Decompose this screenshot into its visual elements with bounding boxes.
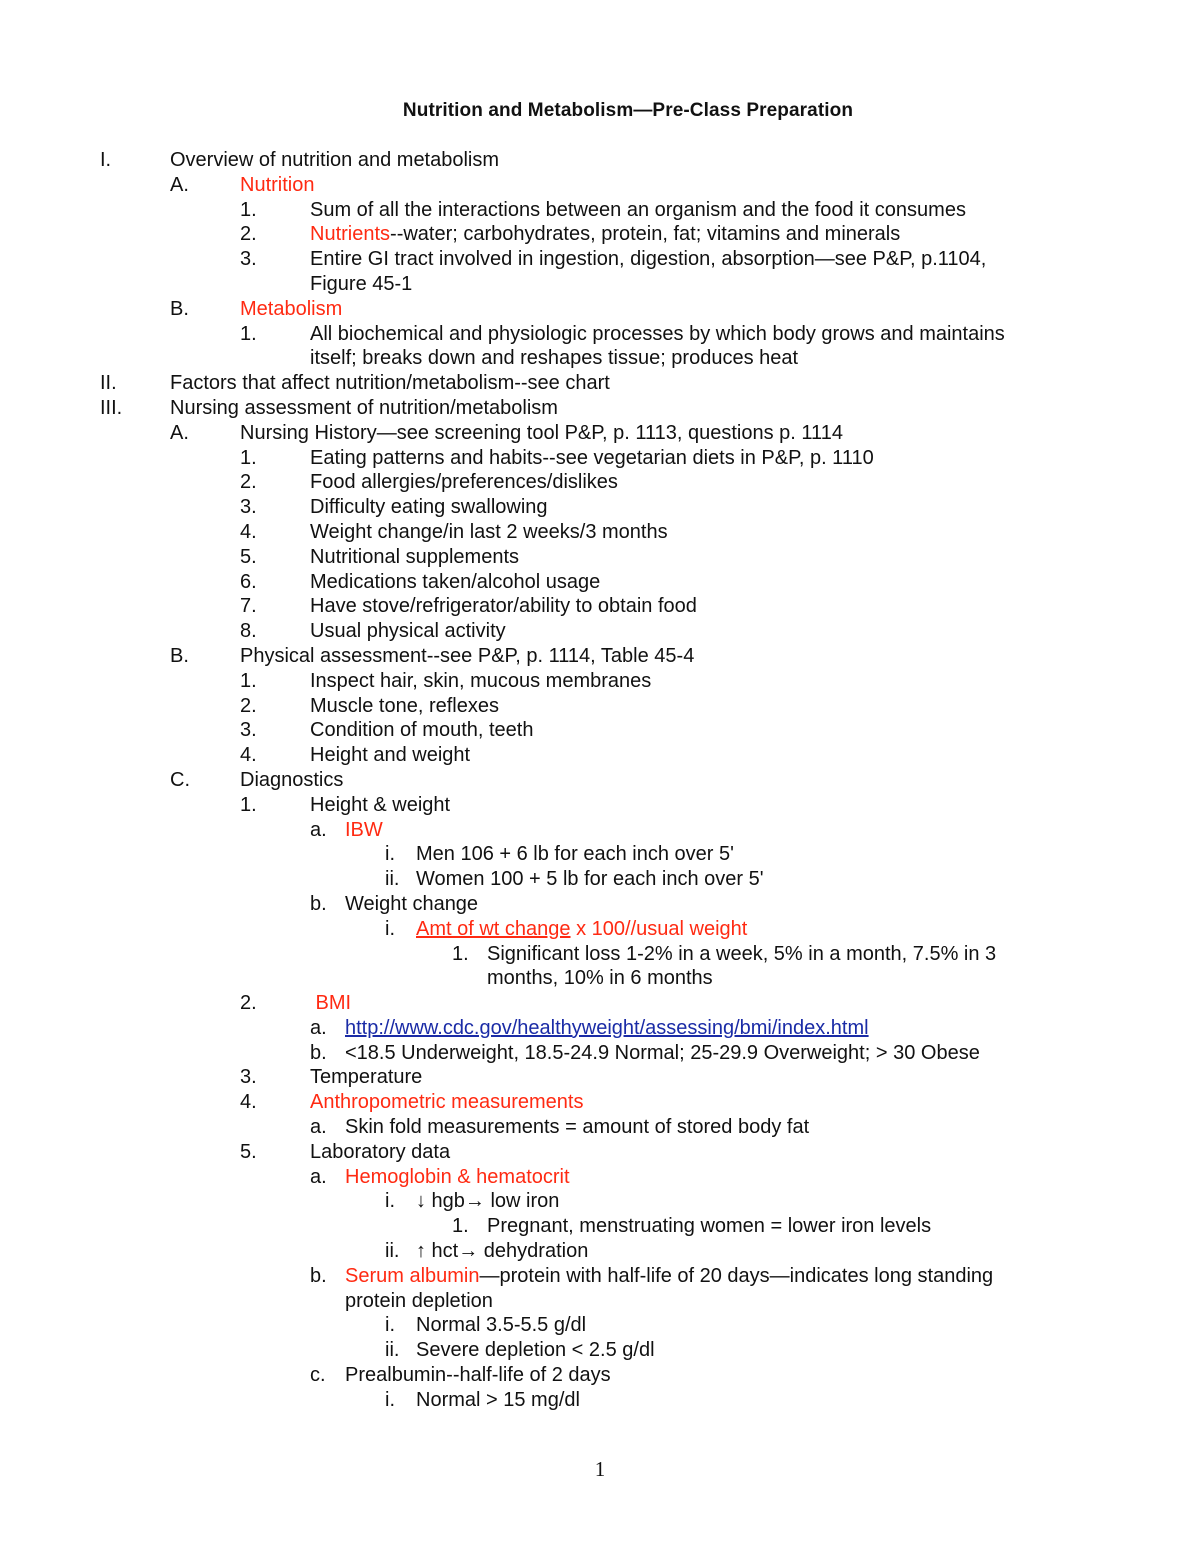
text-segment: Condition of mouth, teeth <box>310 719 534 742</box>
outline-item <box>0 1289 1200 1314</box>
text-segment: Normal > 15 mg/dl <box>416 1388 580 1411</box>
outline-item <box>0 148 1200 173</box>
highlighted-term: Metabolism <box>240 297 343 320</box>
item-marker: i. <box>385 1190 395 1213</box>
outline-item <box>0 272 1200 297</box>
text-segment: Pregnant, menstruating women = lower iron levels <box>487 1215 932 1238</box>
item-text <box>345 818 383 843</box>
text-segment: Have stove/refrigerator/ability to obtain food <box>310 595 697 618</box>
outline-item <box>0 718 1200 743</box>
item-marker: ii. <box>385 868 400 891</box>
outline-item <box>0 545 1200 570</box>
item-marker: 1. <box>240 669 257 692</box>
outline-item <box>0 421 1200 446</box>
item-text <box>310 793 450 818</box>
item-marker: 1. <box>452 1215 469 1238</box>
text-segment: Eating patterns and habits--see vegetarian diets in P&P, p. 1110 <box>310 446 874 469</box>
item-text <box>310 694 499 719</box>
outline-item <box>0 1338 1200 1363</box>
item-text <box>310 743 470 768</box>
item-marker: 8. <box>240 620 257 643</box>
outline-item <box>0 1363 1200 1388</box>
item-marker: a. <box>310 818 327 841</box>
text-segment: protein depletion <box>345 1289 493 1312</box>
item-text <box>416 842 734 867</box>
item-text <box>345 1363 611 1388</box>
item-text <box>345 1016 869 1041</box>
text-segment: Entire GI tract involved in ingestion, digestion, absorption—see P&P, p.1104, <box>310 248 987 271</box>
text-segment: Medications taken/alcohol usage <box>310 570 601 593</box>
highlighted-term: Serum albumin <box>345 1264 480 1287</box>
item-text <box>240 421 843 446</box>
item-text <box>310 272 412 297</box>
text-segment: Weight change/in last 2 weeks/3 months <box>310 520 668 543</box>
item-text <box>416 867 764 892</box>
outline-item <box>0 346 1200 371</box>
highlighted-term: BMI <box>310 992 352 1015</box>
item-text <box>310 520 668 545</box>
text-segment: Muscle tone, reflexes <box>310 694 499 717</box>
outline-item <box>0 991 1200 1016</box>
item-text <box>310 619 506 644</box>
page-number: 1 <box>594 1457 606 1481</box>
item-text <box>310 247 986 272</box>
text-segment: All biochemical and physiologic processes by which body grows and maintains <box>310 322 1005 345</box>
outline-item <box>0 793 1200 818</box>
item-marker: ii. <box>385 1339 400 1362</box>
item-marker: 2. <box>240 471 257 494</box>
outline-item <box>0 470 1200 495</box>
item-marker: 5. <box>240 545 257 568</box>
highlighted-term: Amt of wt change <box>416 917 571 940</box>
item-text <box>487 942 996 967</box>
text-segment: Weight change <box>345 892 479 915</box>
highlighted-term: x 100//usual weight <box>570 917 748 940</box>
item-text <box>310 570 600 595</box>
outline-item <box>0 892 1200 917</box>
item-text <box>240 297 342 322</box>
highlighted-term: Hemoglobin & hematocrit <box>345 1165 570 1188</box>
text-segment: Difficulty eating swallowing <box>310 496 548 519</box>
item-text <box>416 1388 580 1413</box>
text-segment: Prealbumin--half-life of 2 days <box>345 1364 611 1387</box>
outline-item <box>0 1264 1200 1289</box>
item-marker: B. <box>170 297 189 320</box>
item-marker: a. <box>310 1116 327 1139</box>
outline-item <box>0 594 1200 619</box>
item-marker: 1. <box>240 793 257 816</box>
item-marker: 3. <box>240 719 257 742</box>
item-text <box>310 594 697 619</box>
item-text <box>310 470 618 495</box>
text-segment: itself; breaks down and reshapes tissue; produces heat <box>310 347 799 370</box>
item-marker: a. <box>310 1165 327 1188</box>
text-segment: Laboratory data <box>310 1140 451 1163</box>
bmi-link[interactable]: http://www.cdc.gov/healthyweight/assessing/bmi/index.html <box>345 1016 869 1039</box>
outline-item <box>0 173 1200 198</box>
item-text <box>345 1115 809 1140</box>
text-segment: --water; carbohydrates, protein, fat; vitamins and minerals <box>390 223 901 246</box>
item-marker: i. <box>385 917 395 940</box>
item-marker: c. <box>310 1364 326 1387</box>
text-segment: Diagnostics <box>240 768 344 791</box>
text-segment: Height & weight <box>310 793 451 816</box>
item-text <box>310 198 966 223</box>
item-marker: b. <box>310 892 327 915</box>
text-segment: Physical assessment--see P&P, p. 1114, Table 45-4 <box>240 644 695 667</box>
item-marker: 1. <box>240 198 257 221</box>
item-marker: 4. <box>240 1091 257 1114</box>
item-text <box>170 371 610 396</box>
item-text <box>310 346 798 371</box>
text-segment: Temperature <box>310 1066 423 1089</box>
item-text <box>345 1041 980 1066</box>
item-text <box>240 768 343 793</box>
item-text <box>416 917 747 942</box>
outline-item <box>0 1313 1200 1338</box>
text-segment: Sum of all the interactions between an organism and the food it consumes <box>310 198 966 221</box>
item-text <box>416 1189 559 1214</box>
outline-item <box>0 1239 1200 1264</box>
highlighted-term: IBW <box>345 818 383 841</box>
text-segment: Factors that affect nutrition/metabolism--see chart <box>170 372 610 395</box>
item-marker: 1. <box>452 942 469 965</box>
item-marker: ii. <box>385 1240 400 1263</box>
text-segment: Food allergies/preferences/dislikes <box>310 471 618 494</box>
text-segment: Height and weight <box>310 744 471 767</box>
outline-item <box>0 1189 1200 1214</box>
item-marker: b. <box>310 1264 327 1287</box>
outline-item <box>0 570 1200 595</box>
item-text <box>310 1140 450 1165</box>
item-marker: 7. <box>240 595 257 618</box>
outline-item <box>0 322 1200 347</box>
item-text <box>310 322 1005 347</box>
item-marker: 3. <box>240 248 257 271</box>
text-segment: Significant loss 1-2% in a week, 5% in a month, 7.5% in 3 <box>487 942 997 965</box>
item-text <box>170 396 558 421</box>
outline-item <box>0 694 1200 719</box>
item-marker: 2. <box>240 694 257 717</box>
item-text <box>310 545 519 570</box>
outline-item <box>0 1214 1200 1239</box>
item-text <box>416 1313 586 1338</box>
outline-item <box>0 1140 1200 1165</box>
text-segment: Inspect hair, skin, mucous membranes <box>310 669 652 692</box>
item-marker: 3. <box>240 496 257 519</box>
outline-item <box>0 768 1200 793</box>
text-segment: Women 100 + 5 lb for each inch over 5' <box>416 868 764 891</box>
item-marker: 1. <box>240 446 257 469</box>
outline-item <box>0 867 1200 892</box>
outline-item <box>0 966 1200 991</box>
outline-item <box>0 842 1200 867</box>
outline-item <box>0 743 1200 768</box>
item-marker: C. <box>170 768 190 791</box>
text-segment: Nutritional supplements <box>310 545 519 568</box>
item-text <box>416 1239 588 1264</box>
item-text <box>345 1264 993 1289</box>
item-marker: III. <box>100 396 123 419</box>
outline-item <box>0 198 1200 223</box>
outline-item <box>0 1041 1200 1066</box>
highlighted-term: Nutrients <box>310 223 391 246</box>
text-segment: Usual physical activity <box>310 620 506 643</box>
outline-item <box>0 1065 1200 1090</box>
item-marker: i. <box>385 1388 395 1411</box>
outline-item <box>0 371 1200 396</box>
item-text <box>240 173 314 198</box>
document-title: Nutrition and Metabolism—Pre-Class Preparation <box>402 100 854 121</box>
outline-item <box>0 619 1200 644</box>
outline-item <box>0 222 1200 247</box>
outline-item <box>0 644 1200 669</box>
outline-item <box>0 942 1200 967</box>
outline-item <box>0 1165 1200 1190</box>
item-text <box>310 495 548 520</box>
item-marker: A. <box>170 173 189 196</box>
item-text <box>345 892 478 917</box>
text-segment: Nursing History—see screening tool P&P, p. 1113, questions p. 1114 <box>240 421 843 444</box>
outline-list <box>0 148 1200 1413</box>
item-marker: i. <box>385 1314 395 1337</box>
highlighted-term: Anthropometric measurements <box>310 1091 584 1114</box>
outline-item <box>0 818 1200 843</box>
text-segment: —protein with half-life of 20 days—indicates long standing <box>479 1264 994 1287</box>
item-text <box>310 991 351 1016</box>
item-marker: II. <box>100 372 117 395</box>
text-segment: Men 106 + 6 lb for each inch over 5' <box>416 843 734 866</box>
item-marker: A. <box>170 421 189 444</box>
item-marker: a. <box>310 1016 327 1039</box>
text-segment: ↑ hct→ dehydration <box>416 1240 589 1263</box>
item-marker: i. <box>385 843 395 866</box>
outline-item <box>0 1090 1200 1115</box>
item-marker: B. <box>170 644 189 667</box>
text-segment: <18.5 Underweight, 18.5-24.9 Normal; 25-29.9 Overweight; > 30 Obese <box>345 1041 980 1064</box>
outline-item <box>0 446 1200 471</box>
item-text <box>310 718 533 743</box>
outline-item <box>0 1016 1200 1041</box>
item-text <box>310 1090 583 1115</box>
text-segment: months, 10% in 6 months <box>487 967 713 990</box>
item-marker: 3. <box>240 1066 257 1089</box>
outline-item <box>0 297 1200 322</box>
item-text <box>310 1065 422 1090</box>
outline-item <box>0 396 1200 421</box>
outline-item <box>0 520 1200 545</box>
item-marker: I. <box>100 149 112 171</box>
item-text <box>310 222 900 247</box>
item-marker: 2. <box>240 992 257 1015</box>
text-segment: Severe depletion < 2.5 g/dl <box>416 1339 655 1362</box>
item-marker: 1. <box>240 322 257 345</box>
text-segment: Normal 3.5-5.5 g/dl <box>416 1314 587 1337</box>
item-text <box>310 669 651 694</box>
outline-item <box>0 917 1200 942</box>
outline-item <box>0 247 1200 272</box>
outline-item <box>0 669 1200 694</box>
item-marker: b. <box>310 1041 327 1064</box>
item-marker: 4. <box>240 520 257 543</box>
item-text <box>487 966 713 991</box>
item-text <box>345 1289 493 1314</box>
item-text <box>310 446 874 471</box>
item-marker: 5. <box>240 1140 257 1163</box>
item-marker: 4. <box>240 744 257 767</box>
text-segment: Nursing assessment of nutrition/metabolism <box>170 396 558 419</box>
item-marker: 6. <box>240 570 257 593</box>
item-text <box>487 1214 931 1239</box>
outline-item <box>0 1388 1200 1413</box>
text-segment: Skin fold measurements = amount of stored body fat <box>345 1116 810 1139</box>
item-text <box>416 1338 655 1363</box>
item-text <box>240 644 694 669</box>
text-segment: ↓ hgb→ low iron <box>416 1190 560 1213</box>
item-text <box>170 148 499 173</box>
highlighted-term: Nutrition <box>240 173 315 196</box>
outline-item <box>0 495 1200 520</box>
item-text <box>345 1165 570 1190</box>
outline-item <box>0 1115 1200 1140</box>
item-marker: 2. <box>240 223 257 246</box>
text-segment: Overview of nutrition and metabolism <box>170 149 500 171</box>
text-segment: Figure 45-1 <box>310 272 413 295</box>
